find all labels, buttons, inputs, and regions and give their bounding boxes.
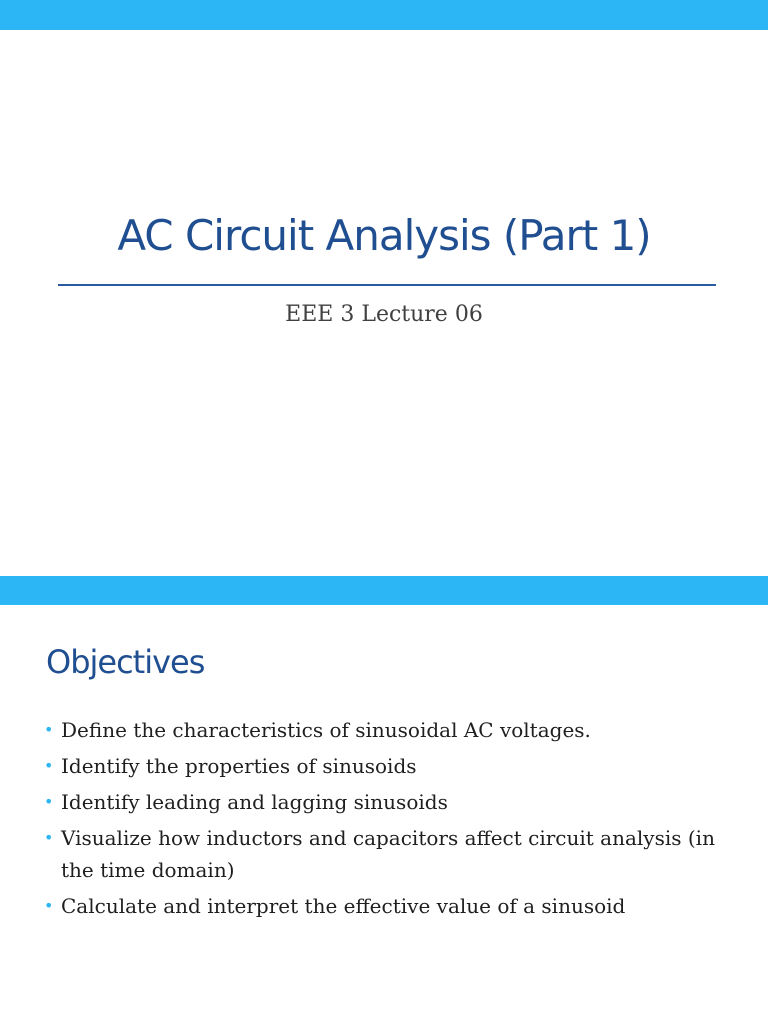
top-accent-bar (0, 0, 768, 30)
title-underline (58, 284, 716, 286)
bullet-icon: • (44, 828, 54, 847)
list-item (44, 822, 734, 886)
objectives-list (44, 714, 734, 926)
list-item-text: Identify the properties of sinusoids (61, 754, 417, 778)
bullet-icon: • (44, 756, 54, 775)
bullet-icon: • (44, 720, 54, 739)
list-item (44, 714, 734, 746)
list-item-text: Identify leading and lagging sinusoids (61, 790, 448, 814)
list-item-text: Visualize how inductors and capacitors affect circuit analysis (in the time domain) (61, 826, 715, 882)
slide-title: AC Circuit Analysis (Part 1) (117, 211, 651, 260)
bullet-icon: • (44, 896, 54, 915)
slide-subtitle: EEE 3 Lecture 06 (285, 302, 483, 327)
list-item (44, 890, 734, 922)
bullet-icon: • (44, 792, 54, 811)
list-item (44, 750, 734, 782)
list-item-text: Define the characteristics of sinusoidal AC voltages. (61, 718, 591, 742)
objectives-heading: Objectives (46, 643, 205, 681)
list-item (44, 786, 734, 818)
list-item-text: Calculate and interpret the effective value of a sinusoid (61, 894, 626, 918)
slide-separator-bar (0, 576, 768, 605)
